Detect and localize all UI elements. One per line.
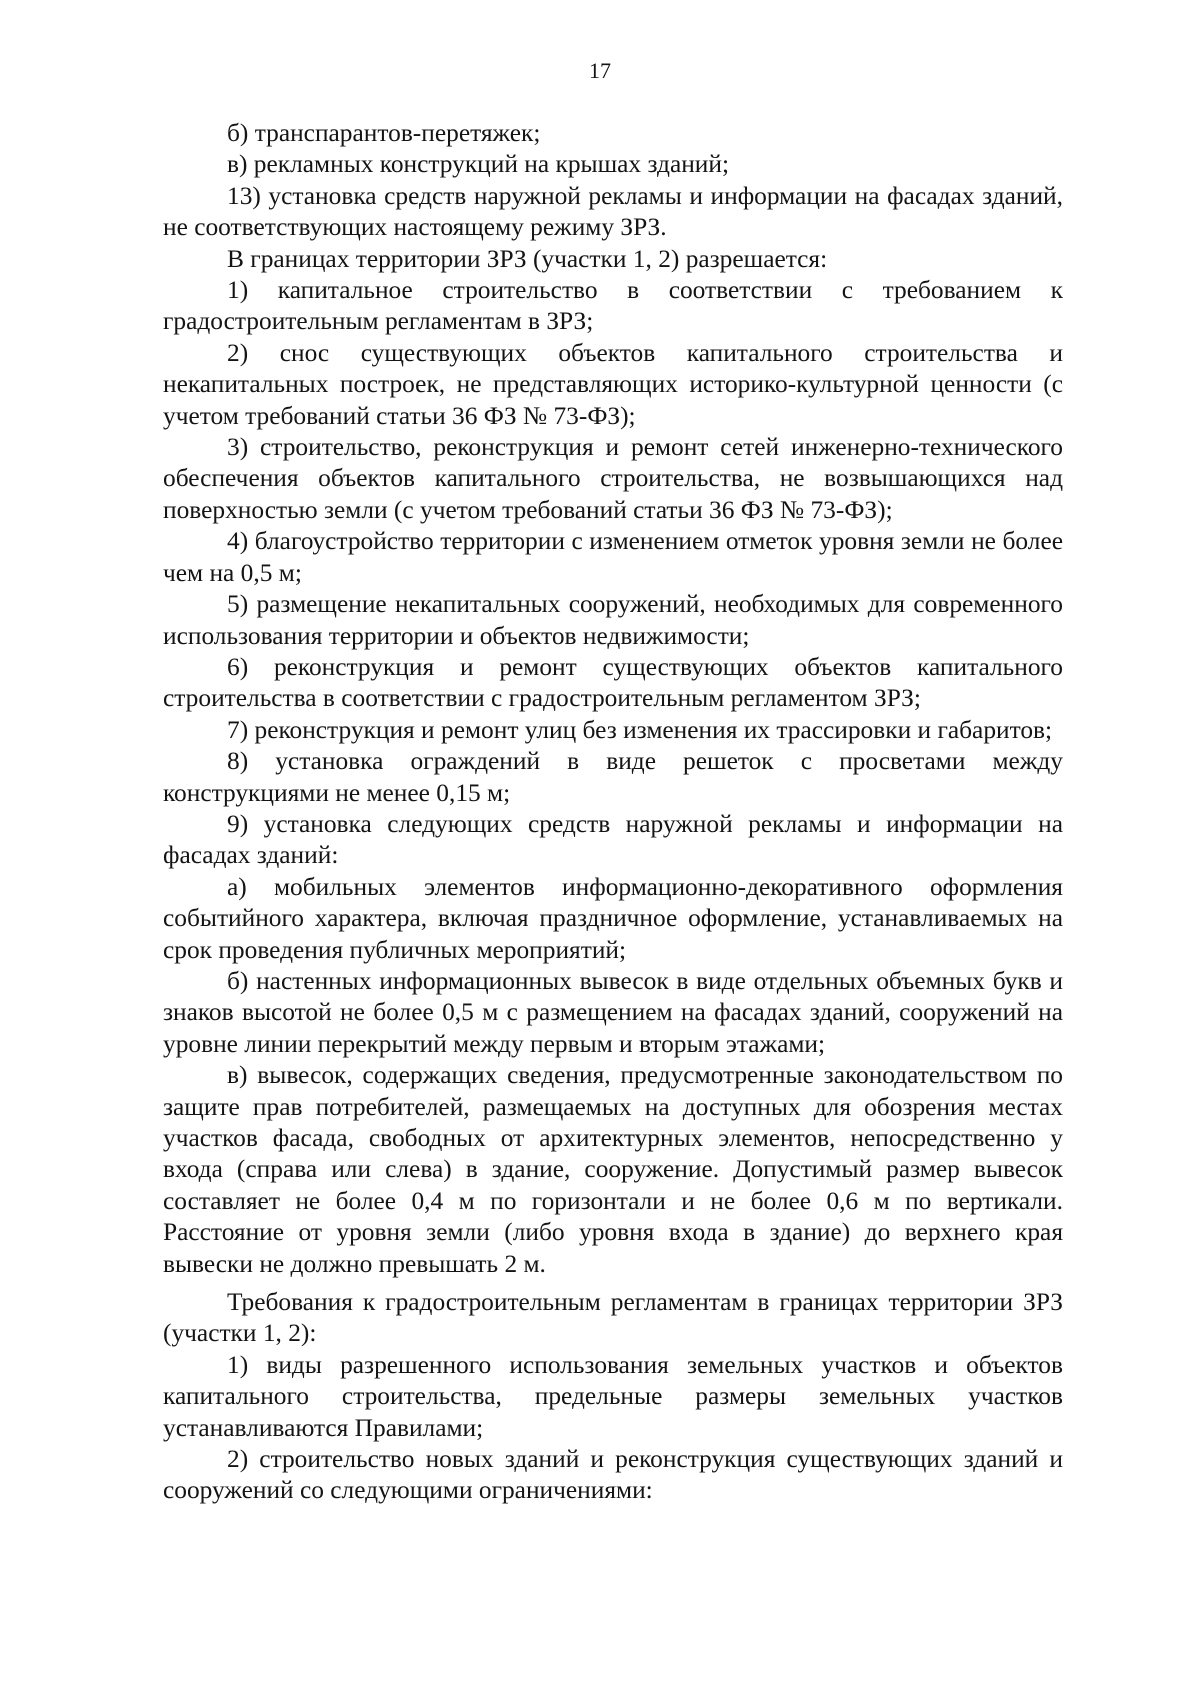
paragraph-permitted-1: 1) капитальное строительство в соответствии с требованием к градостроительным регламентам в ЗРЗ; xyxy=(163,276,1063,336)
paragraph-permitted-6: 6) реконструкция и ремонт существующих объектов капитального строительства в соответствии с градостроительным регламентом ЗРЗ; xyxy=(163,652,1063,713)
paragraph-permitted-2: 2) снос существующих объектов капитального строительства и некапитальных построек, не представляющих историко-культурной ценности (с учетом требований статьи 36 ФЗ № 73-ФЗ); xyxy=(163,338,1063,430)
paragraph-permitted-4: 4) благоустройство территории с изменением отметок уровня земли не более чем на 0,5 м; xyxy=(163,527,1063,587)
paragraph-permitted-3: 3) строительство, реконструкция и ремонт сетей инженерно-технического обеспечения объектов капитального строительства, не возвышающихся над поверхностью земли (с учетом требований статьи 36 ФЗ № 73-ФЗ); xyxy=(163,433,1063,524)
paragraph-ban-roof-ads: в) рекламных конструкций на крышах зданий; xyxy=(227,150,730,179)
document-body xyxy=(163,118,1063,1507)
paragraph-permitted-9b: б) настенных информационных вывесок в виде отдельных объемных букв и знаков высотой не более 0,5 м с размещением на фасадах зданий, сооружений на уровне линии перекрытий между первым и вторым этажами; xyxy=(163,966,1063,1058)
paragraph-permitted-9v: в) вывесок, содержащих сведения, предусмотренные законодательством по защите прав потребителей, размещаемых на доступных для обозрения местах участков фасада, свободных от архитектурных элементов, непосредственно у входа (справа или слева) в здание, сооружение. Допустимый размер вывесок составляет не более 0,4 м по горизонтали и не более 0,6 м по вертикали. Расстояние от уровня земли (либо уровня входа в здание) до верхнего края вывески не должно превышать 2 м. xyxy=(163,1061,1063,1278)
paragraph-requirements-heading: Требования к градостроительным регламентам в границах территории ЗРЗ (участки 1, 2): xyxy=(163,1288,1063,1348)
paragraph-permitted-8: 8) установка ограждений в виде решеток с просветами между конструкциями не менее 0,15 м; xyxy=(163,747,1063,807)
paragraph-permitted-7: 7) реконструкция и ремонт улиц без изменения их трассировки и габаритов; xyxy=(227,715,1053,744)
paragraph-item-13: 13) установка средств наружной рекламы и информации на фасадах зданий, не соответствующих настоящему режиму ЗРЗ. xyxy=(163,181,1063,242)
paragraph-requirement-2: 2) строительство новых зданий и реконструкция существующих зданий и сооружений со следующими ограничениями: xyxy=(163,1445,1063,1505)
paragraph-ban-banners: б) транспарантов-перетяжек; xyxy=(227,119,541,147)
paragraph-permitted-heading: В границах территории ЗРЗ (участки 1, 2) разрешается: xyxy=(227,244,828,273)
paragraph-permitted-9a: а) мобильных элементов информационно-декоративного оформления событийного характера, включая праздничное оформление, устанавливаемых на срок проведения публичных мероприятий; xyxy=(163,872,1063,964)
paragraph-requirement-1: 1) виды разрешенного использования земельных участков и объектов капитального строительства, предельные размеры земельных участков устанавливаются Правилами; xyxy=(163,1350,1063,1442)
page-number: 17 xyxy=(589,58,611,83)
paragraph-permitted-9: 9) установка следующих средств наружной рекламы и информации на фасадах зданий: xyxy=(163,809,1063,870)
paragraph-permitted-5: 5) размещение некапитальных сооружений, необходимых для современного использования территории и объектов недвижимости; xyxy=(163,590,1063,650)
